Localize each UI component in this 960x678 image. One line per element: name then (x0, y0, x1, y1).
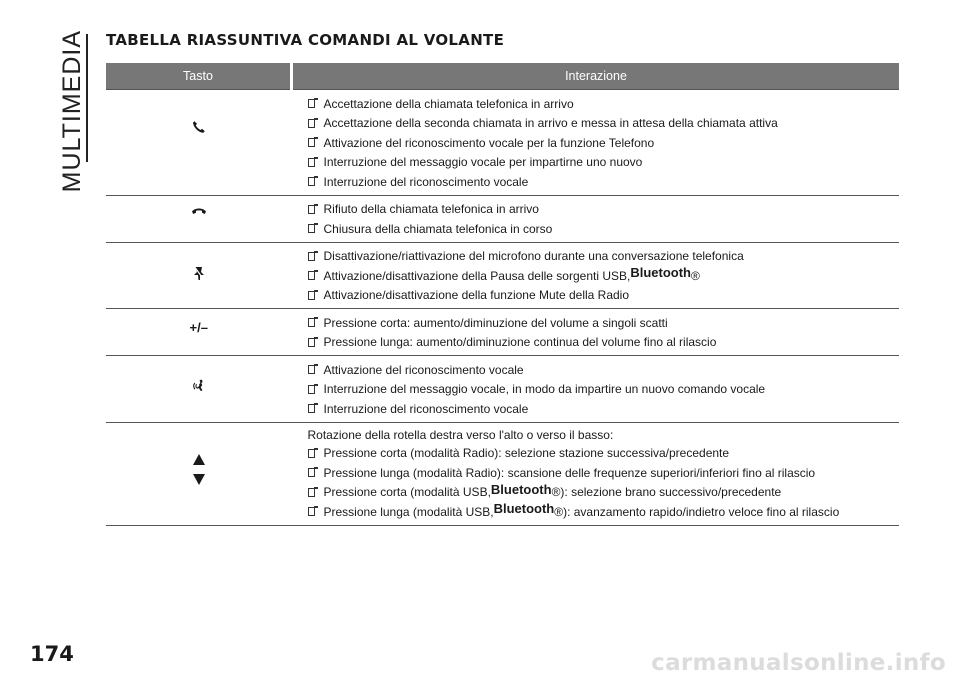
key-cell (106, 309, 292, 356)
list-item: Attivazione/disattivazione della Pausa delle sorgenti USB, Bluetooth ® (308, 266, 900, 286)
interaction-cell (292, 309, 900, 356)
list-item: Pressione corta (modalità USB, Bluetooth ®): selezione brano successivo/precedente (308, 483, 900, 503)
table-row (106, 242, 899, 309)
section-rule (86, 34, 88, 162)
table-row (106, 90, 899, 196)
table-row (106, 195, 899, 242)
watermark: carmanualsonline.info (651, 650, 946, 676)
header-interazione: Interazione (292, 63, 900, 90)
list-item: Pressione lunga (modalità Radio): scansione delle frequenze superiori/inferiori fino al rilascio (308, 463, 900, 483)
phone-hangup-icon (191, 206, 207, 216)
list-item: Interruzione del messaggio vocale, in modo da impartire un nuovo comando vocale (308, 380, 900, 400)
list-item: Attivazione del riconoscimento vocale (308, 360, 900, 380)
table-row (106, 422, 899, 525)
section-label: MULTIMEDIA (58, 30, 86, 193)
table-row (106, 356, 899, 423)
list-item: Interruzione del riconoscimento vocale (308, 399, 900, 419)
volume-key-label: +/– (189, 320, 208, 335)
interaction-cell (292, 422, 900, 525)
interaction-cell (292, 356, 900, 423)
scroll-wheel-arrows-icon (192, 453, 206, 487)
scroll-intro-text: Rotazione della rotella destra verso l'alto o verso il basso: (307, 427, 614, 442)
header-tasto: Tasto (106, 63, 292, 90)
table-header-row (106, 63, 899, 90)
list-item: Accettazione della seconda chiamata in arrivo e messa in attesa della chiamata attiva (308, 114, 900, 134)
key-cell (106, 90, 292, 196)
list-item: Pressione lunga (modalità USB, Bluetooth ®): avanzamento rapido/indietro veloce fino al rilascio (308, 502, 900, 522)
interaction-cell (292, 90, 900, 196)
list-item: Rifiuto della chiamata telefonica in arrivo (308, 200, 900, 220)
list-item: Disattivazione/riattivazione del microfono durante una conversazione telefonica (308, 247, 900, 267)
mute-icon (193, 265, 205, 281)
table-row (106, 309, 899, 356)
voice-command-icon (192, 378, 206, 394)
key-cell (106, 242, 292, 309)
list-item: Chiusura della chiamata telefonica in corso (308, 219, 900, 239)
steering-controls-table (106, 63, 899, 526)
key-cell (106, 356, 292, 423)
list-item: Pressione corta (modalità Radio): selezione stazione successiva/precedente (308, 444, 900, 464)
list-item: Interruzione del messaggio vocale per impartirne uno nuovo (308, 153, 900, 173)
phone-answer-icon (192, 120, 206, 134)
interaction-cell (292, 195, 900, 242)
list-item: Accettazione della chiamata telefonica in arrivo (308, 94, 900, 114)
page-title: TABELLA RIASSUNTIVA COMANDI AL VOLANTE (106, 31, 505, 49)
list-item: Attivazione/disattivazione della funzione Mute della Radio (308, 286, 900, 306)
interaction-cell (292, 242, 900, 309)
list-item: Pressione lunga: aumento/diminuzione continua del volume fino al rilascio (308, 333, 900, 353)
page-number: 174 (30, 642, 74, 666)
key-cell (106, 422, 292, 525)
key-cell (106, 195, 292, 242)
list-item: Interruzione del riconoscimento vocale (308, 172, 900, 192)
list-item: Attivazione del riconoscimento vocale per la funzione Telefono (308, 133, 900, 153)
list-item: Pressione corta: aumento/diminuzione del volume a singoli scatti (308, 313, 900, 333)
